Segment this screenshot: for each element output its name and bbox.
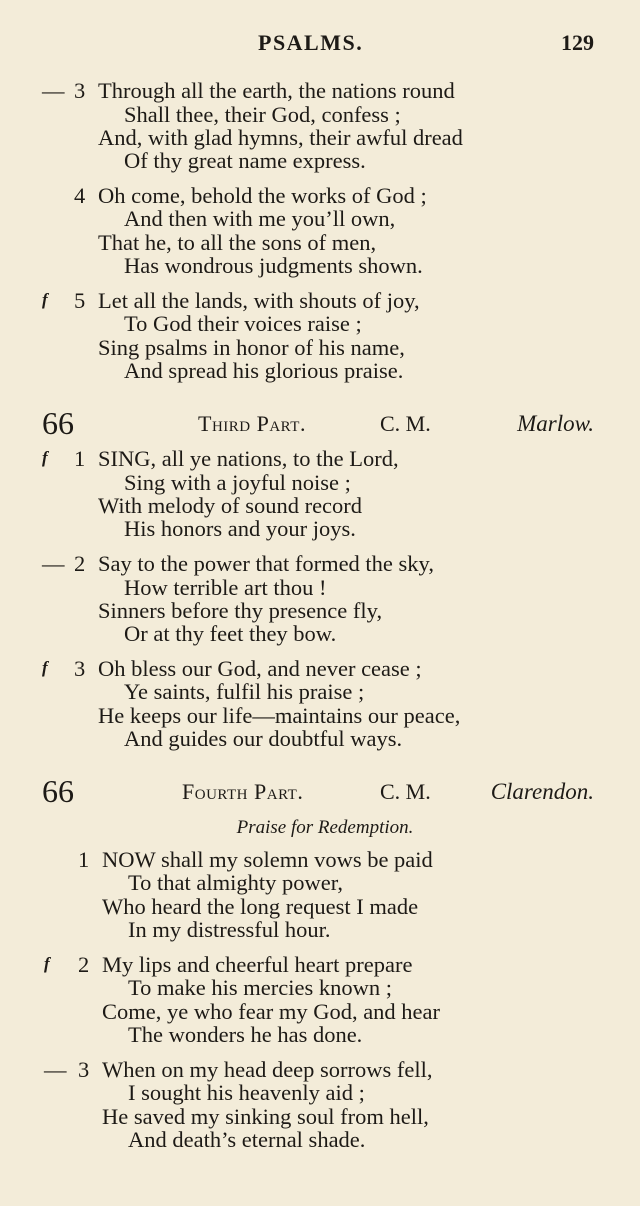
verse-line: Sinners before thy presence fly, <box>98 598 383 623</box>
stanza-number: 3 <box>74 78 86 103</box>
verse-line: His honors and your joys. <box>124 516 356 541</box>
stanza-mark: f <box>42 448 48 467</box>
verse-line: Oh come, behold the works of God ; <box>98 183 427 208</box>
stanza-mark: f <box>44 954 50 973</box>
verse-line: He saved my sinking soul from hell, <box>102 1104 429 1129</box>
verse-line: How terrible art thou ! <box>124 575 327 600</box>
hymn-subtitle: Praise for Redemption. <box>236 817 414 838</box>
verse-line: Say to the power that formed the sky, <box>98 551 434 576</box>
verse-line: Ye saints, fulfil his praise ; <box>124 679 365 704</box>
meter: C. M. <box>380 779 431 804</box>
verse-line: My lips and cheerful heart prepare <box>102 952 413 977</box>
stanza-mark: — <box>42 78 65 103</box>
stanza-number: 1 <box>78 847 90 872</box>
verse-line: Oh bless our God, and never cease ; <box>98 656 422 681</box>
stanza-number: 2 <box>78 952 90 977</box>
verse-line: That he, to all the sons of men, <box>98 230 377 255</box>
stanza-mark: — <box>44 1057 67 1082</box>
page-number: 129 <box>561 30 594 55</box>
stanza-number: 3 <box>74 656 86 681</box>
verse-line: And, with glad hymns, their awful dread <box>98 125 463 150</box>
verse-line: Let all the lands, with shouts of joy, <box>98 288 420 313</box>
verse-line: To make his mercies known ; <box>128 975 392 1000</box>
verse-line: Or at thy feet they bow. <box>124 621 337 646</box>
meter: C. M. <box>380 411 431 436</box>
running-title: PSALMS. <box>258 30 364 55</box>
verse-line: And then with me you’ll own, <box>124 206 396 231</box>
verse-line: And death’s eternal shade. <box>128 1127 366 1152</box>
stanza-mark: f <box>42 290 48 309</box>
verse-line: Shall thee, their God, confess ; <box>124 102 401 127</box>
verse-line: When on my head deep sorrows fell, <box>102 1057 433 1082</box>
stanza-mark: f <box>42 658 48 677</box>
verse-line: Has wondrous judgments shown. <box>124 253 423 278</box>
tune-name: Marlow. <box>517 411 594 436</box>
hymn-number: 66 <box>42 773 74 809</box>
verse-line: NOW shall my solemn vows be paid <box>102 847 433 872</box>
verse-line: Sing with a joyful noise ; <box>124 470 351 495</box>
verse-line: Come, ye who fear my God, and hear <box>102 999 441 1024</box>
verse-line: To that almighty power, <box>128 870 343 895</box>
stanza-mark: — <box>42 551 65 576</box>
stanza-number: 3 <box>78 1057 90 1082</box>
stanza-number: 5 <box>74 288 86 313</box>
verse-line: The wonders he has done. <box>128 1022 363 1047</box>
verse-line: Through all the earth, the nations round <box>98 78 455 103</box>
verse-line: He keeps our life—maintains our peace, <box>98 703 461 728</box>
verse-line: Sing psalms in honor of his name, <box>98 335 405 360</box>
verse-line: And guides our doubtful ways. <box>124 726 403 751</box>
verse-line: And spread his glorious praise. <box>124 358 404 383</box>
part-heading: Third Part. <box>198 411 306 436</box>
stanza-number: 2 <box>74 551 86 576</box>
verse-line: I sought his heavenly aid ; <box>128 1080 365 1105</box>
verse-line: In my distressful hour. <box>128 917 331 942</box>
stanza-number: 4 <box>74 183 86 208</box>
stanza-number: 1 <box>74 446 86 471</box>
verse-line: With melody of sound record <box>98 493 363 518</box>
verse-line: SING, all ye nations, to the Lord, <box>98 446 399 471</box>
running-head <box>0 30 640 60</box>
tune-name: Clarendon. <box>490 779 594 804</box>
verse-line: Of thy great name express. <box>124 148 366 173</box>
part-heading: Fourth Part. <box>182 779 304 804</box>
verse-line: To God their voices raise ; <box>124 311 362 336</box>
hymn-number: 66 <box>42 405 74 441</box>
verse-line: Who heard the long request I made <box>102 894 419 919</box>
